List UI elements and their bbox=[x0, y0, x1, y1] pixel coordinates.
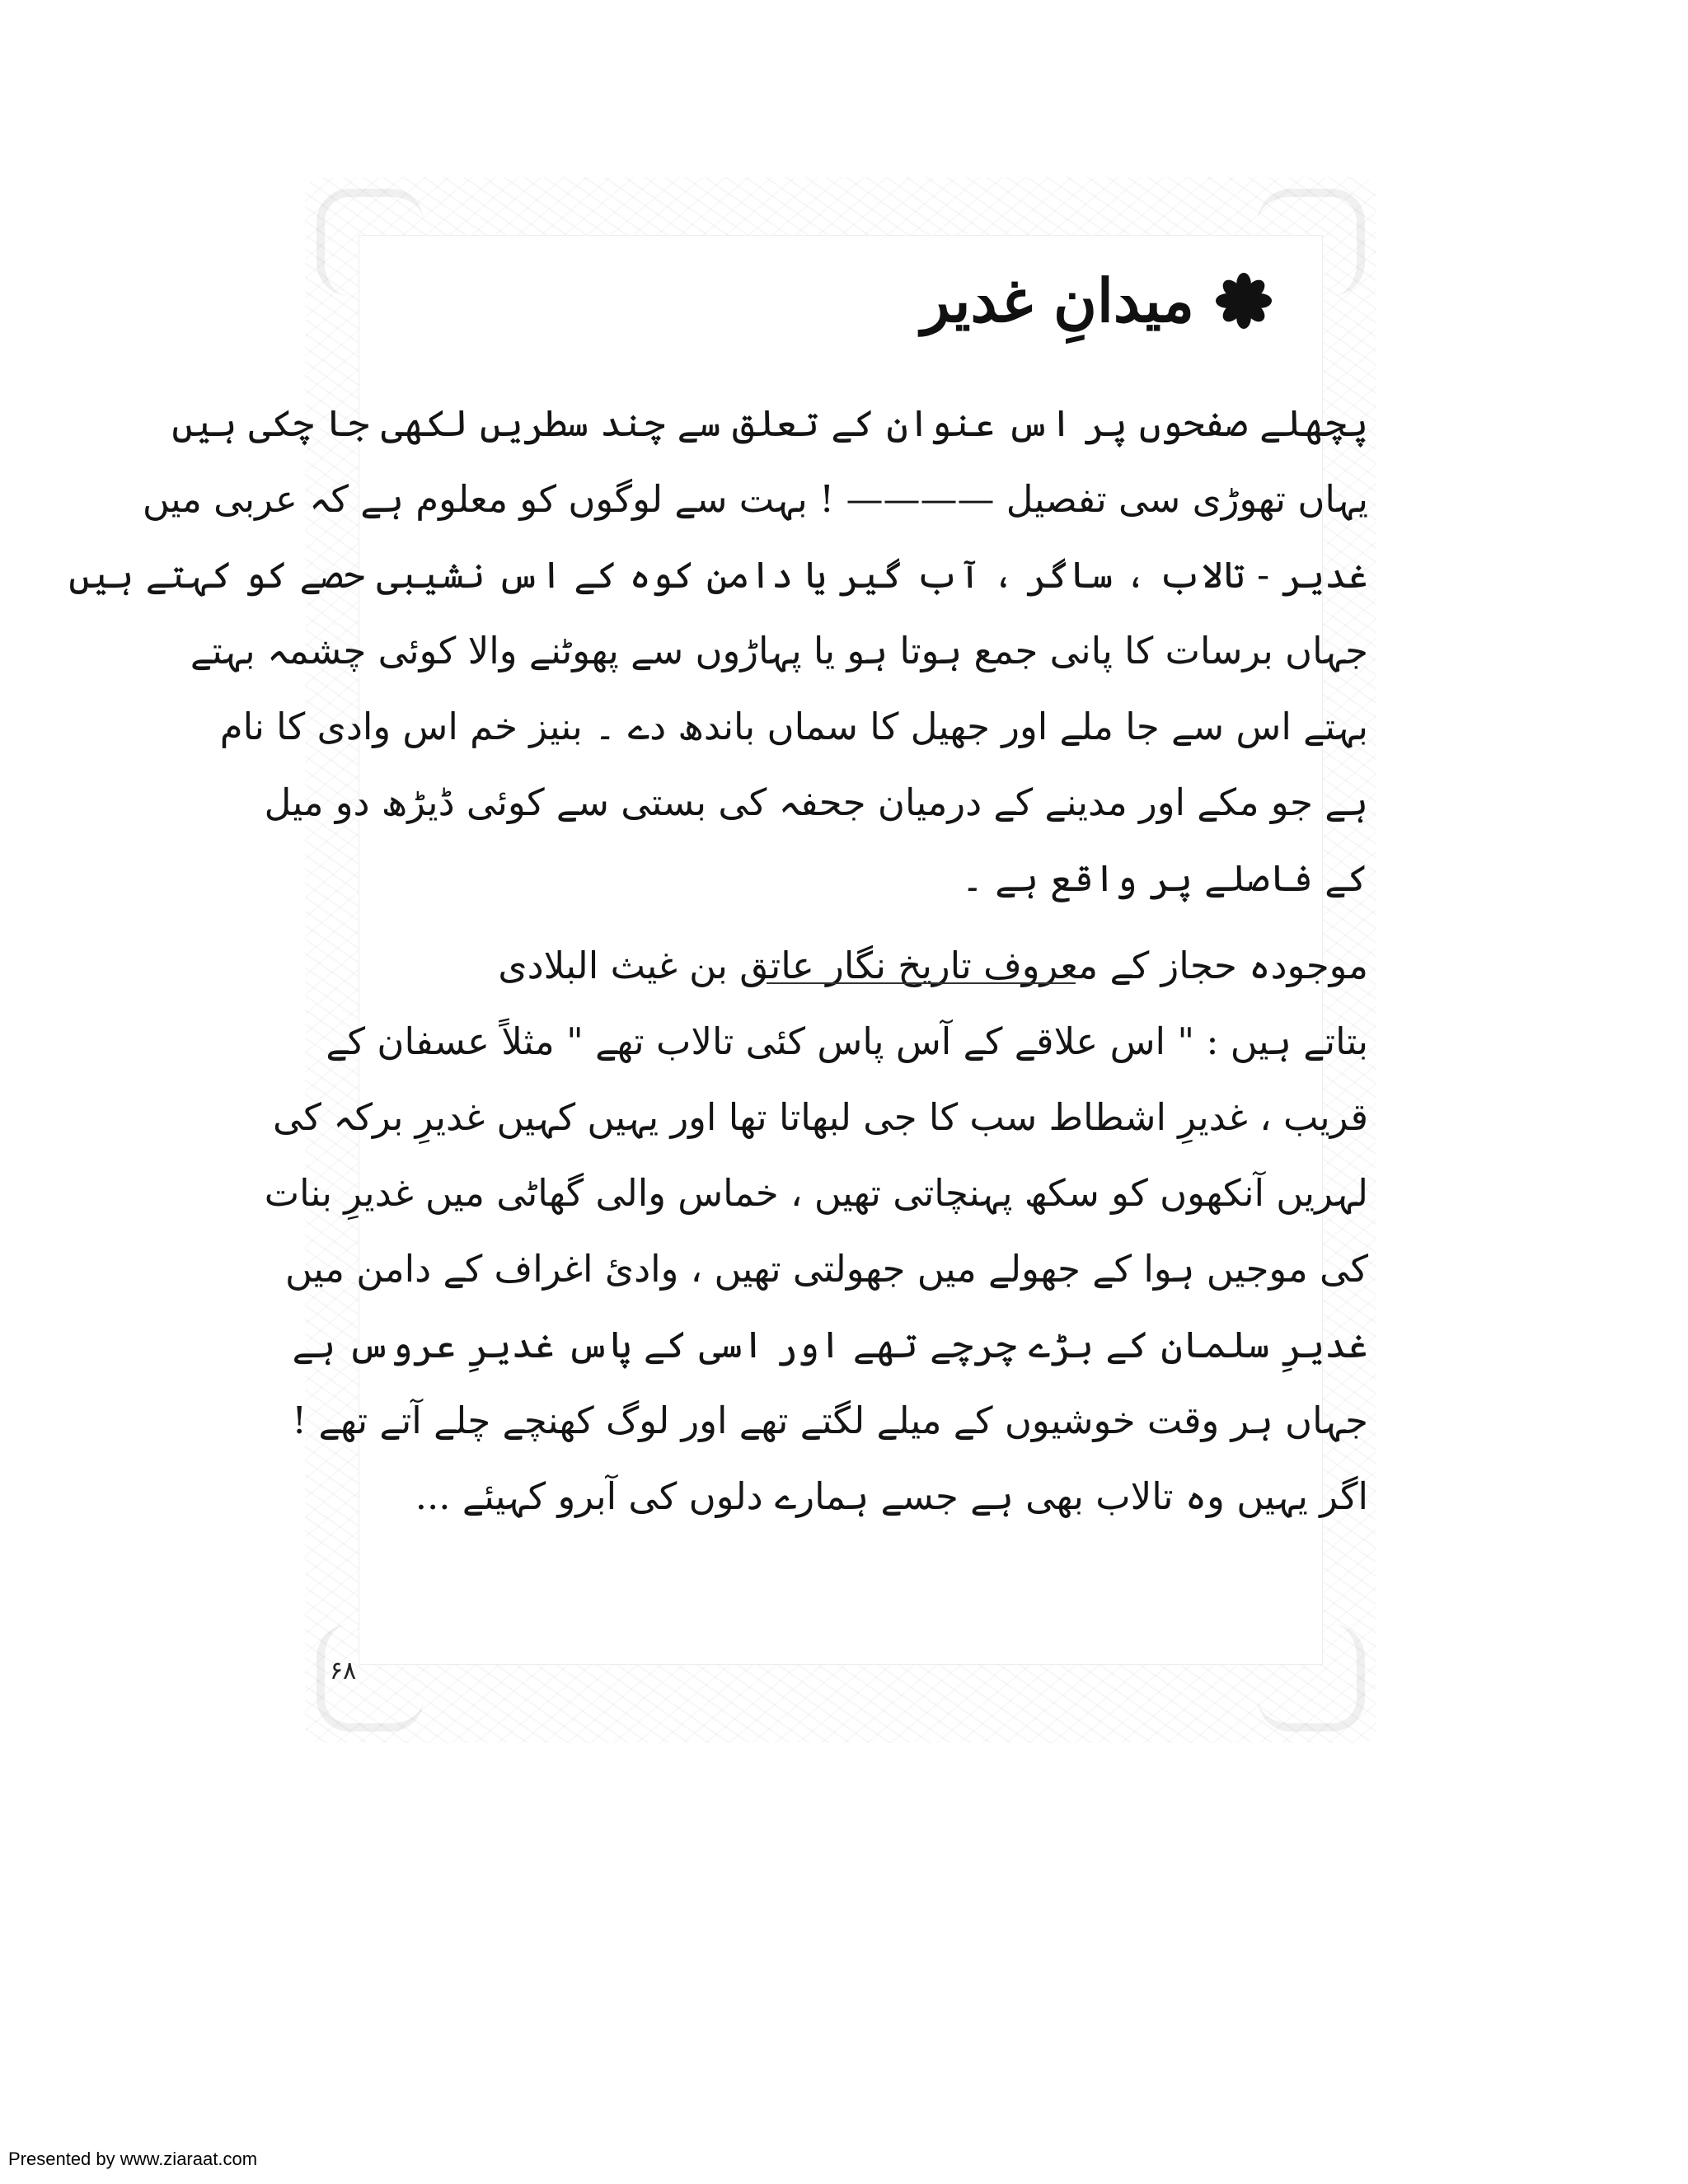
paragraph-2-line-6: غدیرِ سلمان کے بڑے چرچے تھے اور اسی کے پاس غدیرِ عروس ہے bbox=[292, 1323, 1368, 1366]
article-body bbox=[68, 386, 1368, 1535]
paragraph-1-line-5: بہتے اس سے جا ملے اور جھیل کا سماں باندھ دے ۔ بنیز خم اس وادی کا نام bbox=[219, 705, 1368, 748]
page-number: ۶۸ bbox=[330, 1657, 357, 1685]
paragraph-1-line-7: کے فاصلے پر واقع ہے ۔ bbox=[961, 856, 1368, 900]
paragraph-2-line-3: قریب ، غدیرِ اشطاط سب کا جی لبھاتا تھا اور یہیں کہیں غدیرِ برکہ کی bbox=[273, 1095, 1368, 1139]
section-divider bbox=[767, 982, 1076, 984]
paragraph-1-line-3: غدیر - تالاب ، ساگر ، آب گیر یا دامن کوہ کے اس نشیبی حصے کو کہتے ہیں bbox=[68, 553, 1368, 597]
paragraph-2-line-4: لہریں آنکھوں کو سکھ پہنچاتی تھیں ، خماس والی گھاٹی میں غدیرِ بنات bbox=[264, 1171, 1368, 1215]
paragraph-2-line-8: اگر یہیں وہ تالاب بھی ہے جسے ہمارے دلوں کی آبرو کہیئے ... bbox=[415, 1474, 1368, 1518]
title-row bbox=[530, 251, 1272, 350]
presented-by-footer: Presented by www.ziaraat.com bbox=[8, 2149, 258, 2169]
flower-icon bbox=[1216, 273, 1272, 329]
paragraph-2-line-5: کی موجیں ہوا کے جھولے میں جھولتی تھیں ، وادیٔ اغراف کے دامن میں bbox=[285, 1247, 1368, 1291]
paragraph-1-line-6: ہے جو مکے اور مدینے کے درمیان جحفہ کی بستی سے کوئی ڈیڑھ دو میل bbox=[264, 780, 1368, 824]
paragraph-2-line-7: جہاں ہر وقت خوشیوں کے میلے لگتے تھے اور لوگ کھنچے چلے آتے تھے ! bbox=[292, 1399, 1368, 1442]
paragraph-2-line-2: بتاتے ہیں : " اس علاقے کے آس پاس کئی تالاب تھے " مثلاً عسفان کے bbox=[326, 1019, 1368, 1063]
paragraph-spacer bbox=[387, 916, 1368, 928]
paragraph-1-line-4: جہاں برسات کا پانی جمع ہوتا ہو یا پہاڑوں سے پھوٹنے والا کوئی چشمہ بہتے bbox=[190, 629, 1368, 673]
paragraph-2-line-1: موجودہ حجاز کے معروف تاریخ نگار عاتق بن غیث البلادی bbox=[498, 944, 1368, 987]
paragraph-1-line-1: پچھلے صفحوں پر اس عنوان کے تعلق سے چند سطریں لکھی جا چکی ہیں bbox=[171, 401, 1368, 445]
page-title: میدانِ غدیر bbox=[921, 265, 1194, 335]
paragraph-1-line-2: یہاں تھوڑی سی تفصیل ———— ! بہت سے لوگوں کو معلوم ہے کہ عربی میں bbox=[142, 477, 1368, 521]
